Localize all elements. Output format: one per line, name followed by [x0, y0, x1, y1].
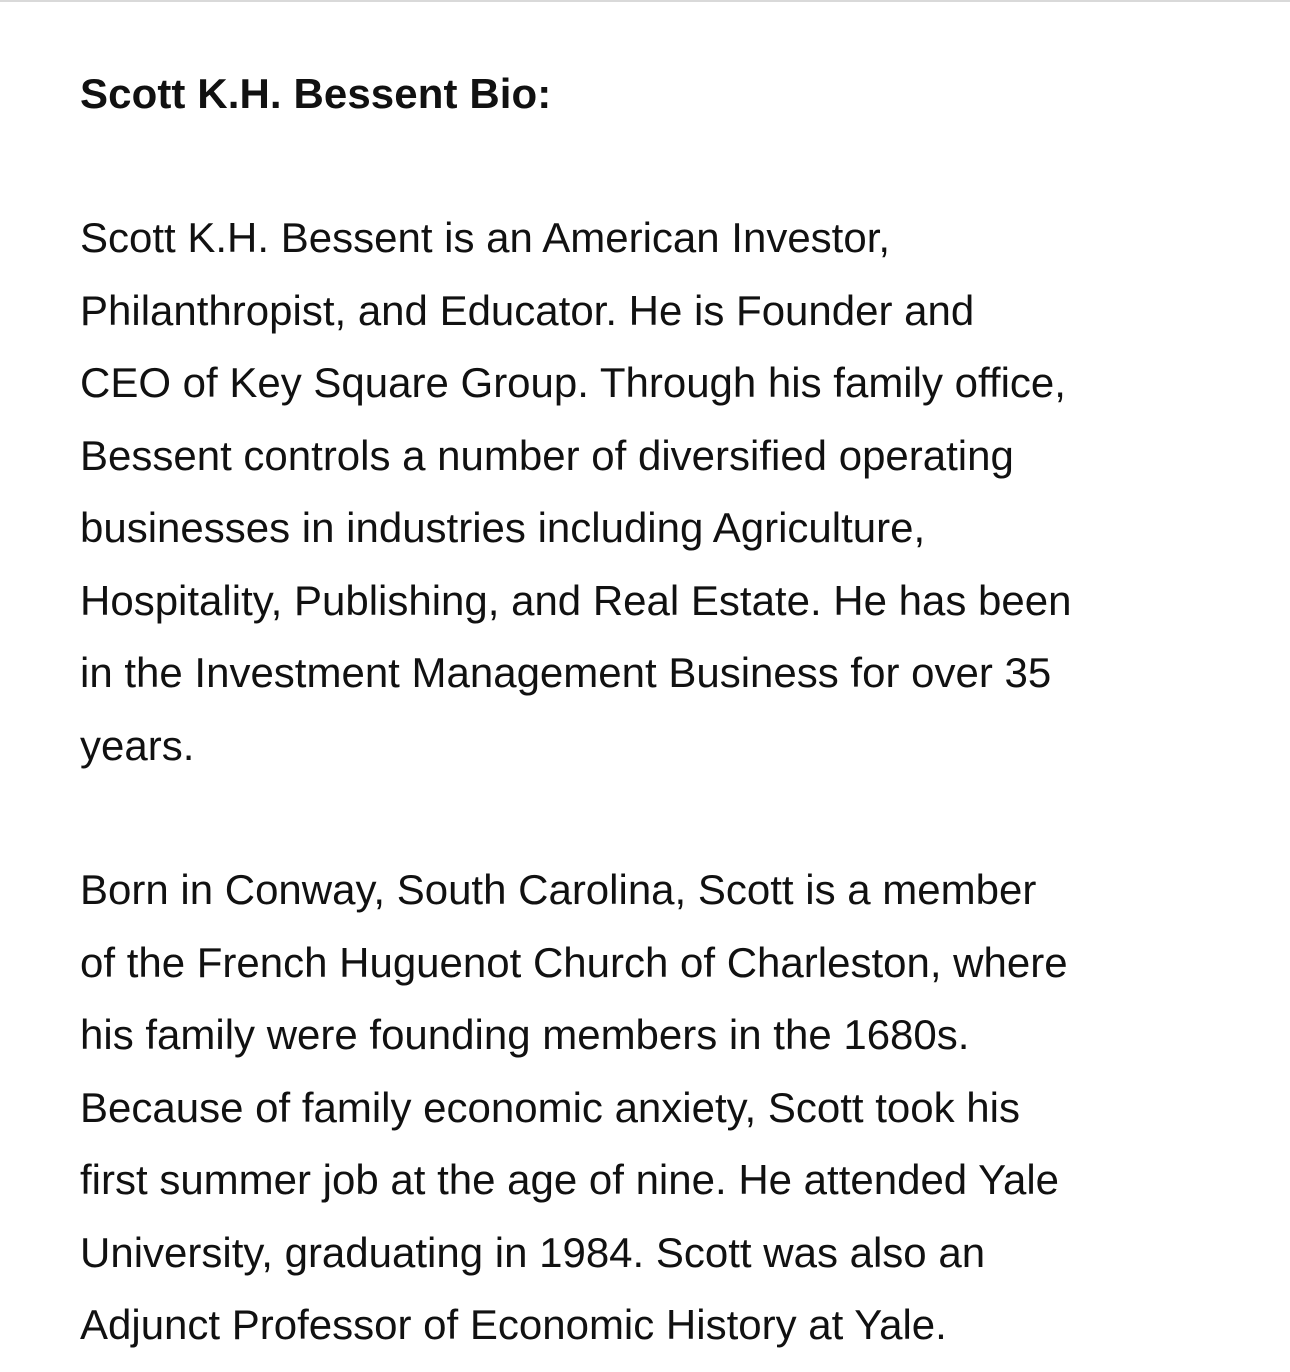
paragraph-line: Because of family economic anxiety, Scott took his — [80, 1083, 1020, 1131]
bio-document — [80, 64, 1240, 1362]
paragraph-line: businesses in industries including Agriculture, — [80, 504, 926, 551]
paragraph-line: his family were founding members in the 1680s. — [80, 1011, 970, 1058]
paragraph-line: Adjunct Professor of Economic History at Yale. — [80, 1301, 947, 1348]
paragraph-line: Born in Conway, South Carolina, Scott is a member — [80, 866, 1037, 913]
paragraph-line: first summer job at the age of nine. He attended Yale — [80, 1156, 1060, 1203]
bio-paragraph-1 — [80, 202, 1240, 782]
paragraph-line: years. — [80, 721, 195, 769]
paragraph-line: in the Investment Management Business for over 35 — [80, 649, 1052, 696]
paragraph-line: Scott K.H. Bessent is an American Investor, — [80, 214, 891, 261]
paragraph-line: CEO of Key Square Group. Through his family office, — [80, 359, 1066, 406]
paragraph-line: Philanthropist, and Educator. He is Founder and — [80, 286, 975, 334]
bio-title: Scott K.H. Bessent Bio: — [80, 70, 552, 117]
paragraph-line: University, graduating in 1984. Scott was also an — [80, 1228, 986, 1276]
paragraph-line: Bessent controls a number of diversified operating — [80, 431, 1014, 479]
paragraph-line: Hospitality, Publishing, and Real Estate. He has been — [80, 576, 1072, 624]
paragraph-line: of the French Huguenot Church of Charleston, where — [80, 938, 1068, 986]
top-divider — [0, 0, 1290, 2]
bio-paragraph-2 — [80, 854, 1240, 1362]
